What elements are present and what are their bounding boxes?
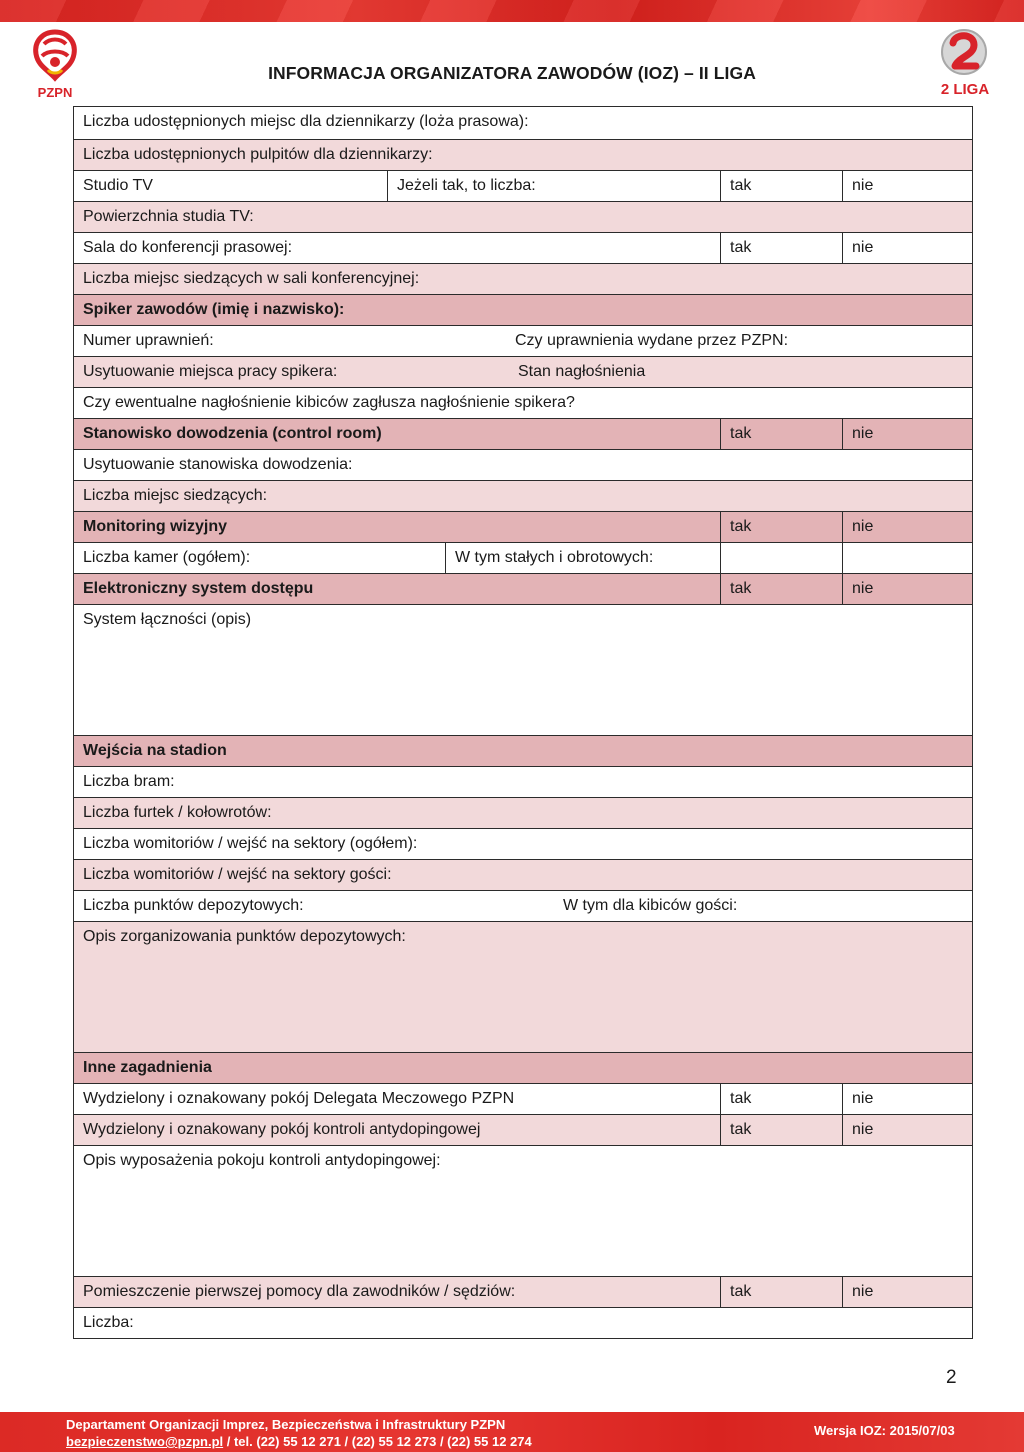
access-system-no-option[interactable]: nie — [842, 574, 972, 604]
deposit-description-textarea[interactable]: Opis zorganizowania punktów depozytowych: — [83, 928, 406, 945]
first-aid-count-field[interactable]: Liczba: — [83, 1314, 134, 1331]
form-row — [74, 356, 972, 387]
form-row — [74, 542, 972, 573]
tv-studio-label: Studio TV — [83, 177, 153, 194]
doping-room-label: Wydzielony i oznakowany pokój kontroli antydopingowej — [83, 1121, 481, 1138]
2-liga-logo-text: 2 LIGA — [940, 81, 990, 98]
form-row — [74, 449, 972, 480]
press-desks-field[interactable]: Liczba udostępnionych pulpitów dla dziennikarzy: — [83, 146, 433, 163]
press-room-no-option[interactable]: nie — [842, 233, 972, 263]
first-aid-no-option[interactable]: nie — [842, 1277, 972, 1307]
form-row — [74, 263, 972, 294]
gates-field[interactable]: Liczba bram: — [83, 773, 175, 790]
form-row — [74, 201, 972, 232]
form-row — [74, 766, 972, 797]
footer-email-link[interactable]: bezpieczenstwo@pzpn.pl — [66, 1434, 224, 1449]
cctv-no-option[interactable]: nie — [842, 512, 972, 542]
doping-equipment-textarea[interactable]: Opis wyposażenia pokoju kontroli antydopingowej: — [83, 1152, 441, 1169]
press-room-label: Sala do konferencji prasowej: — [83, 239, 293, 256]
doping-room-yes-option[interactable]: tak — [720, 1115, 842, 1145]
tv-studio-area-field[interactable]: Powierzchnia studia TV: — [83, 208, 254, 225]
press-room-seats-field[interactable]: Liczba miejsc siedzących w sali konferencyjnej: — [83, 270, 420, 287]
tv-studio-yes-option[interactable]: tak — [720, 171, 842, 201]
form-row — [74, 387, 972, 418]
top-red-band — [0, 0, 1024, 22]
section-header — [74, 573, 972, 604]
speaker-name-field[interactable]: Spiker zawodów (imię i nazwisko): — [83, 301, 345, 318]
cameras-rotating-field[interactable] — [842, 543, 972, 573]
license-number-field[interactable]: Numer uprawnień: — [83, 332, 214, 349]
form-row — [74, 1114, 972, 1145]
section-header — [74, 418, 972, 449]
footer-contact — [66, 1434, 532, 1449]
form-row — [74, 232, 972, 263]
section-header — [74, 294, 972, 325]
form-row — [74, 921, 972, 1052]
cctv-yes-option[interactable]: tak — [720, 512, 842, 542]
control-room-yes-option[interactable]: tak — [720, 419, 842, 449]
page-title: INFORMACJA ORGANIZATORA ZAWODÓW (IOZ) – II LIGA — [268, 63, 756, 83]
cameras-fixed-label: W tym stałych i obrotowych: — [445, 543, 720, 573]
cameras-total-field[interactable]: Liczba kamer (ogółem): — [83, 549, 251, 566]
vomitories-away-field[interactable]: Liczba womitoriów / wejść na sektory gości: — [83, 866, 392, 883]
form-row — [74, 325, 972, 356]
form-row — [74, 828, 972, 859]
vomitories-total-field[interactable]: Liczba womitoriów / wejść na sektory (ogółem): — [83, 835, 418, 852]
access-system-label: Elektroniczny system dostępu — [83, 580, 314, 597]
control-room-seats-field[interactable]: Liczba miejsc siedzących: — [83, 487, 268, 504]
form-row — [74, 797, 972, 828]
press-box-seats-field[interactable]: Liczba udostępnionych miejsc dla dziennikarzy (loża prasowa): — [83, 113, 529, 130]
footer-band — [0, 1412, 1024, 1452]
form-row — [74, 139, 972, 170]
form-row — [74, 1083, 972, 1114]
first-aid-yes-option[interactable]: tak — [720, 1277, 842, 1307]
doping-room-no-option[interactable]: nie — [842, 1115, 972, 1145]
section-header — [74, 1052, 972, 1083]
control-room-no-option[interactable]: nie — [842, 419, 972, 449]
control-room-location-field[interactable]: Usytuowanie stanowiska dowodzenia: — [83, 456, 353, 473]
entrances-header: Wejścia na stadion — [83, 742, 227, 759]
control-room-label: Stanowisko dowodzenia (control room) — [83, 425, 382, 442]
speaker-place-field[interactable]: Usytuowanie miejsca pracy spikera: — [83, 363, 338, 380]
comms-system-textarea[interactable]: System łączności (opis) — [83, 611, 252, 628]
page-number: 2 — [946, 1367, 957, 1388]
delegate-room-label: Wydzielony i oznakowany pokój Delegata Meczowego PZPN — [83, 1090, 515, 1107]
form-row — [74, 859, 972, 890]
form-row — [74, 1276, 972, 1307]
2-liga-logo-icon — [934, 26, 994, 98]
sound-system-field[interactable]: Stan nagłośnienia — [518, 363, 646, 380]
form-row — [74, 170, 972, 201]
delegate-room-no-option[interactable]: nie — [842, 1084, 972, 1114]
form-row — [74, 1145, 972, 1276]
cameras-fixed-field[interactable] — [720, 543, 842, 573]
tv-studio-count-field[interactable]: Jeżeli tak, to liczba: — [387, 171, 720, 201]
press-room-yes-option[interactable]: tak — [720, 233, 842, 263]
section-header — [74, 735, 972, 766]
footer-version: Wersja IOZ: 2015/07/03 — [814, 1423, 955, 1438]
speaker-question-field[interactable]: Czy ewentualne nagłośnienie kibiców zagłusza nagłośnienie spikera? — [83, 394, 575, 411]
pzpn-logo-text: PZPN — [37, 85, 73, 100]
cctv-label: Monitoring wizyjny — [83, 518, 227, 535]
license-issued-field[interactable]: Czy uprawnienia wydane przez PZPN: — [515, 332, 789, 349]
form-row — [74, 480, 972, 511]
form-row — [74, 890, 972, 921]
access-system-yes-option[interactable]: tak — [720, 574, 842, 604]
form-row — [74, 604, 972, 735]
deposit-away-field[interactable]: W tym dla kibiców gości: — [563, 897, 738, 914]
delegate-room-yes-option[interactable]: tak — [720, 1084, 842, 1114]
form-row — [74, 107, 972, 139]
other-header: Inne zagadnienia — [83, 1059, 212, 1076]
first-aid-label: Pomieszczenie pierwszej pomocy dla zawodników / sędziów: — [83, 1283, 516, 1300]
section-header — [74, 511, 972, 542]
footer-phones: / tel. (22) 55 12 271 / (22) 55 12 273 / (22) 55 12 274 — [223, 1434, 532, 1449]
footer-department: Departament Organizacji Imprez, Bezpieczeństwa i Infrastruktury PZPN — [66, 1417, 506, 1432]
event-info-form — [73, 106, 973, 1339]
form-row — [74, 1307, 972, 1338]
tv-studio-no-option[interactable]: nie — [842, 171, 972, 201]
deposit-points-field[interactable]: Liczba punktów depozytowych: — [83, 897, 304, 914]
turnstiles-field[interactable]: Liczba furtek / kołowrotów: — [83, 804, 272, 821]
